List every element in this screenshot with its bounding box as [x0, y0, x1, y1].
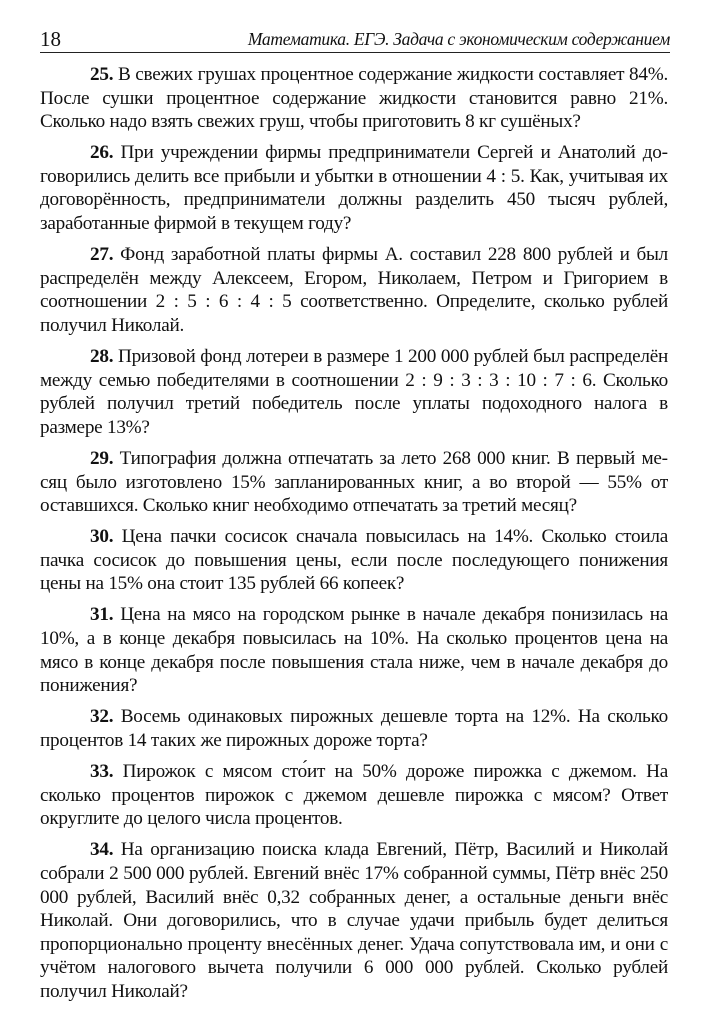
problem-25 [40, 63, 668, 134]
problem-number: 34. [90, 839, 114, 861]
problem-text: Фонд заработной платы фирмы А. составил 228 800 рублей и был распределён между Алексеем, Егором, Николаем, Петром и Григорием в соотношении 2 : 5 : 6 : 4 : 5 соответственно. Определите, сколько рублей получил Николай. [40, 244, 668, 336]
problem-number: 26. [90, 142, 114, 164]
problem-text: При учреждении фирмы предприниматели Сергей и Анатолий договорились делить все прибыли и убытки в отношении 4 : 5. Как, учитывая их договорённость, предприниматели должны разделить 450 тысяч рублей, заработанные фирмой в текущем году? [40, 142, 668, 235]
problem-31 [40, 603, 668, 697]
problem-text: Призовой фонд лотереи в размере 1 200 000 рублей был распределён между семью победителями в соотношении 2 : 9 : 3 : 3 : 10 : 7 : 6. Сколько рублей получил третий победитель после уплаты подоходного налога в размере 13%? [40, 346, 669, 438]
problem-text: Восемь одинаковых пирожных дешевле торта на 12%. На сколько процентов 14 таких же пирожных дороже торта? [40, 706, 668, 751]
problem-text: Типография должна отпечатать за лето 268 000 книг. В первый месяц было изготовлено 15% запланированных книг, а во второй — 55% от оставшихся. Сколько книг необходимо отпечатать за третий месяц? [40, 447, 669, 517]
problem-text: На организацию поиска клада Евгений, Пётр, Василий и Николай собрали 2 500 000 рублей. Евгений внёс 17% собранной суммы, Пётр внёс 250 000 рублей, Василий внёс 0,32 собранных денег, а остальные деньги внёс Николай. Они договорились, что в случае удачи прибыль будет делиться пропорционально проценту внесённых денег. Удача сопутствовала им, и они с учётом налогового вычета получили 6 000 000 рублей. Сколько рублей получил Николай? [40, 839, 669, 1002]
problem-number: 25. [90, 64, 114, 85]
problem-number: 33. [90, 761, 114, 783]
problem-number: 28. [90, 346, 114, 368]
problem-30 [40, 525, 668, 596]
problem-number: 31. [90, 604, 114, 626]
problem-text: Цена на мясо на городском рынке в начале декабря понизилась на 10%, а в конце декабря повысилась на 10%. На сколько процентов цена на мясо в конце декабря после повышения стала ниже, чем в начале декабря до понижения? [40, 604, 669, 697]
problem-text: Цена пачки сосисок сначала повысилась на 14%. Сколько стоила пачка сосисок до повышения цены, если после последующего понижения цены на 15% она стоит 135 рублей 66 копеек? [40, 526, 668, 595]
problem-number: 30. [90, 526, 114, 548]
problem-26 [40, 141, 668, 235]
problem-32 [40, 705, 668, 752]
problem-number: 29. [90, 447, 114, 469]
running-title: Математика. ЕГЭ. Задача с экономическим содержанием [247, 29, 670, 49]
page-number: 18 [40, 27, 61, 51]
problem-28 [40, 345, 668, 439]
problem-number: 32. [90, 706, 114, 728]
page-header [40, 22, 670, 53]
problem-33 [40, 760, 668, 831]
problem-27 [40, 243, 668, 337]
problem-number: 27. [90, 244, 114, 266]
problem-29 [40, 447, 668, 518]
problem-text: В свежих грушах процентное содержание жидкости составляет 84%. После сушки процентное содержание жидкости становится равно 21%. Сколько надо взять свежих груш, чтобы приготовить 8 кг сушёных? [40, 64, 668, 133]
problem-list [40, 63, 668, 1011]
problem-34 [40, 838, 668, 1003]
problem-text: Пирожок с мясом сто́ит на 50% дороже пирожка с джемом. На сколько процентов пирожок с джемом дешевле пирожка с мясом? Ответ округлите до целого числа процентов. [40, 761, 669, 830]
